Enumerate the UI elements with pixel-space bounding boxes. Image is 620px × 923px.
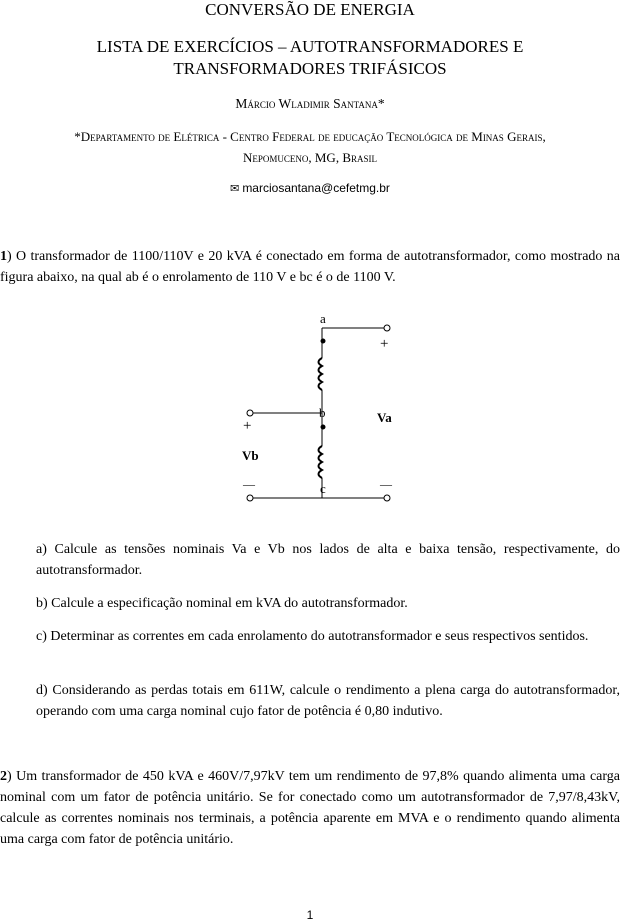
minus-sign-right: — (380, 477, 392, 491)
question-1-item-c: c) Determinar as correntes em cada enrolamento do autotransformador e seus respectivos sentidos. (36, 629, 589, 644)
question-1-item-d: d) Considerando as perdas totais em 611W, calcule o rendimento a plena carga do autotransformador, operando com uma carga nominal cujo fator de potência é 0,80 indutivo. (36, 683, 620, 719)
terminal-top-right (384, 325, 390, 331)
author-affiliation (2, 126, 618, 168)
plus-sign-right: + (380, 336, 389, 352)
node-label-c: c (320, 481, 326, 496)
question-1 (0, 246, 620, 288)
coil-ab (319, 358, 323, 390)
affiliation-line2: Nepomuceno, MG, Brasil (242, 150, 377, 165)
question-2-text: ) Um transformador de 450 kVA e 460V/7,97kV tem um rendimento de 97,8% quando alimenta uma carga nominal com um fator de potência unitário. Se for conectado como um autotransformador de 7,97/8,43kV, calcule as correntes nominais nos terminais, a potência aparente em MVA e o rendimento quando alimenta uma carga com fator de potência unitário. (0, 769, 620, 847)
envelope-icon: ✉ (230, 183, 240, 195)
question-1-item-b: b) Calcule a especificação nominal em kVA do autotransformador. (36, 596, 408, 611)
polarity-dot-lower (321, 425, 326, 430)
label-va: Va (377, 410, 392, 425)
node-label-a: a (320, 311, 326, 326)
coil-bc (319, 446, 323, 478)
minus-sign-left: — (243, 477, 255, 491)
autotransformer-figure (230, 306, 410, 506)
terminal-left-b (247, 410, 253, 416)
document-title-line2: TRANSFORMADORES TRIFÁSICOS (173, 59, 447, 78)
question-1-text: ) O transformador de 1100/110V e 20 kVA é conectado em forma de autotransformador, como mostrado na figura abaixo, na qual ab é o enrolamento de 110 V e bc é o de 1100 V. (0, 249, 620, 285)
node-label-b: b (319, 405, 326, 420)
terminal-bottom-left (247, 495, 253, 501)
affiliation-line1: *Departamento de Elétrica - Centro Federal de educação Tecnológica de Minas Gerais, (74, 129, 546, 144)
document-title (0, 36, 620, 80)
question-1-number: 1 (0, 249, 7, 264)
question-2-number: 2 (0, 769, 7, 784)
author-email[interactable] (0, 181, 620, 195)
course-title: CONVERSÃO DE ENERGIA (205, 0, 415, 19)
terminal-bottom-right (384, 495, 390, 501)
author-name: Márcio Wladimir Santana* (235, 96, 385, 111)
label-vb: Vb (242, 448, 259, 463)
plus-sign-left: + (243, 418, 252, 434)
email-text: marciosantana@cefetmg.br (242, 181, 390, 195)
question-1-item-a: a) Calcule as tensões nominais Va e Vb nos lados de alta e baixa tensão, respectivamente, do autotransformador. (36, 542, 620, 578)
document-title-line1: LISTA DE EXERCÍCIOS – AUTOTRANSFORMADORES E (96, 37, 524, 56)
polarity-dot-upper (321, 339, 326, 344)
question-2 (0, 766, 620, 850)
page-number: 1 (306, 908, 314, 922)
